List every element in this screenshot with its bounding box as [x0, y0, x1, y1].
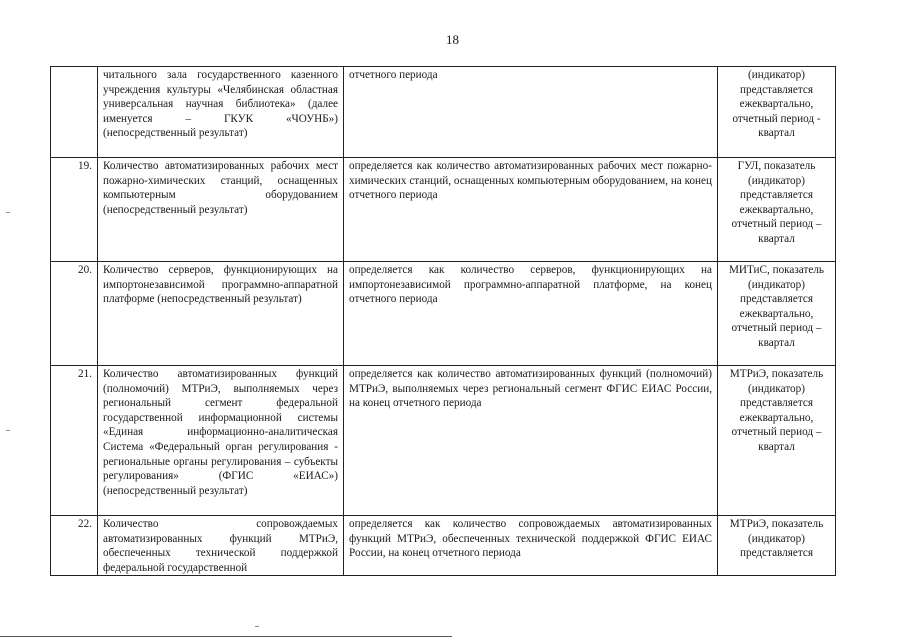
calculation-method: определяется как количество сопровождаемых автоматизированных функций МТРиЭ, обеспеченных технической поддержкой ФГИС ЕИАС России, на конец отчетного периода: [344, 516, 718, 576]
indicator-name: Количество автоматизированных функций (полномочий) МТРиЭ, выполняемых через региональный сегмент федеральной государственной информационной системы «Единая информационно-аналитическая Система «Федеральный орган регулирования - региональные органы регулирования – субъекты регулирования» (ФГИС «ЕИАС») (непосредственный результат): [98, 366, 344, 516]
responsible-executor: (индикатор) представляется ежеквартально, отчетный период - квартал: [718, 67, 836, 158]
footer-mark: [255, 626, 259, 627]
table-row: [51, 262, 836, 366]
calculation-method: определяется как количество серверов, функционирующих на импортонезависимой программно-аппаратной платформе, на конец отчетного периода: [344, 262, 718, 366]
table-row: [51, 516, 836, 576]
indicators-table: [50, 66, 836, 576]
calculation-method: определяется как количество автоматизированных функций (полномочий) МТРиЭ, выполняемых через региональный сегмент ФГИС ЕИАС России, на конец отчетного периода: [344, 366, 718, 516]
table-row: [51, 158, 836, 262]
responsible-executor: МТРиЭ, показатель (индикатор) представляется ежеквартально, отчетный период – квартал: [718, 366, 836, 516]
footer-divider: [0, 636, 452, 637]
table-row: [51, 366, 836, 516]
margin-mark: [6, 430, 10, 431]
indicator-name: Количество автоматизированных рабочих мест пожарно-химических станций, оснащенных компьютерным оборудованием (непосредственный результат): [98, 158, 344, 262]
indicator-name: Количество серверов, функционирующих на импортонезависимой программно-аппаратной платформе (непосредственный результат): [98, 262, 344, 366]
margin-mark: [6, 212, 10, 213]
page-number: 18: [446, 32, 459, 47]
table-row: [51, 67, 836, 158]
indicator-name: читального зала государственного казенного учреждения культуры «Челябинская областная универсальная научная библиотека» (далее именуется – ГКУК «ЧОУНБ») (непосредственный результат): [98, 67, 344, 158]
indicator-name: Количество сопровождаемых автоматизированных функций МТРиЭ, обеспеченных технической поддержкой федеральной государственной: [98, 516, 344, 576]
responsible-executor: ГУЛ, показатель (индикатор) представляется ежеквартально, отчетный период – квартал: [718, 158, 836, 262]
responsible-executor: МИТиС, показатель (индикатор) представляется ежеквартально, отчетный период – квартал: [718, 262, 836, 366]
row-number: 20.: [51, 262, 98, 366]
row-number: 19.: [51, 158, 98, 262]
calculation-method: определяется как количество автоматизированных рабочих мест пожарно-химических станций, оснащенных компьютерным оборудованием, на конец отчетного периода: [344, 158, 718, 262]
responsible-executor: МТРиЭ, показатель (индикатор) представляется: [718, 516, 836, 576]
row-number: 21.: [51, 366, 98, 516]
row-number: [51, 67, 98, 158]
calculation-method: отчетного периода: [344, 67, 718, 158]
row-number: 22.: [51, 516, 98, 576]
